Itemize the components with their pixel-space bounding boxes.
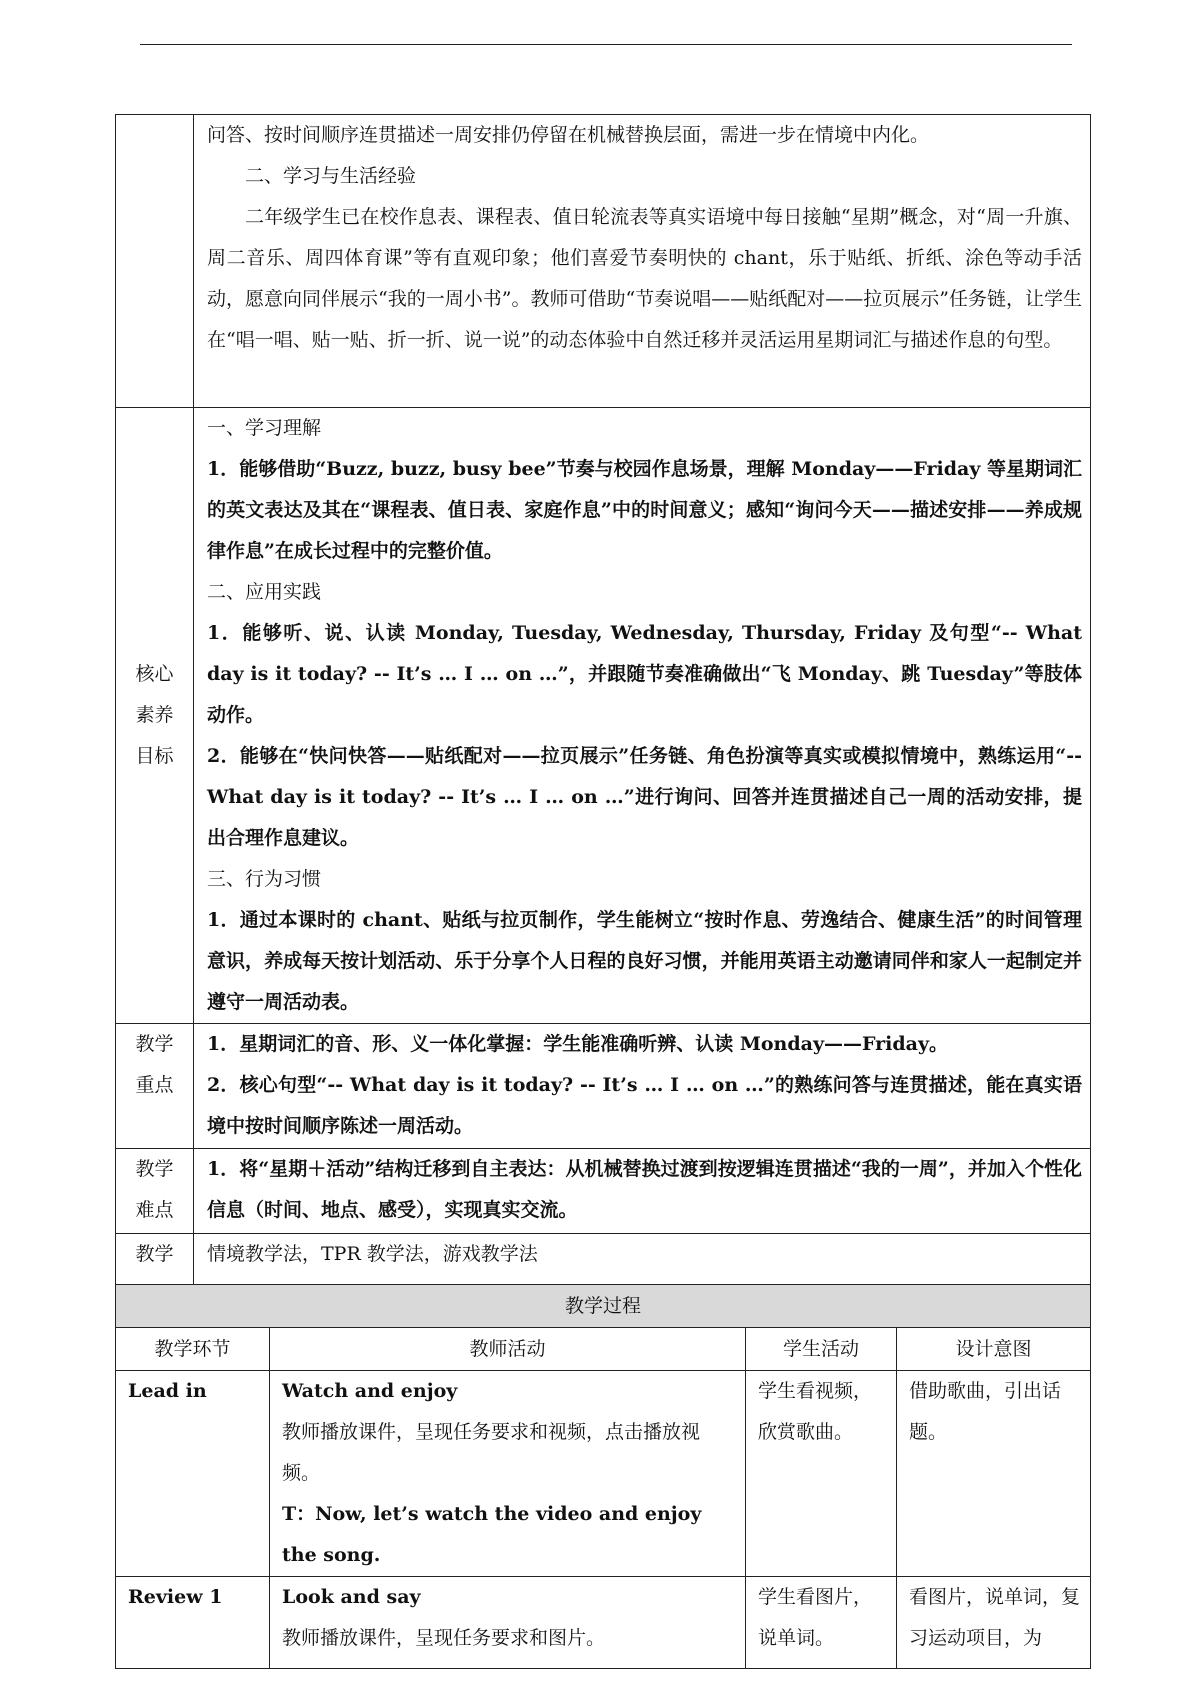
paragraph: 问答、按时间顺序连贯描述一周安排仍停留在机械替换层面，需进一步在情境中内化。 <box>207 124 930 146</box>
objectives-cell <box>194 115 1091 408</box>
column-header: 学生活动 <box>746 1328 897 1371</box>
row-head-empty <box>116 115 194 408</box>
stage-cell: Review 1 <box>116 1577 270 1669</box>
row-key-points <box>116 1024 1091 1149</box>
column-header-row <box>116 1328 1091 1371</box>
row-head <box>116 1024 194 1149</box>
process-title-row <box>116 1285 1091 1328</box>
table-row <box>116 1577 1091 1669</box>
paragraph: 1．将“星期＋活动”结构迁移到自主表达：从机械替换过渡到按逻辑连贯描述“我的一周”，并加入个性化信息（时间、地点、感受），实现真实交流。 <box>207 1158 1082 1221</box>
student-activity-cell: 学生看视频，欣赏歌曲。 <box>746 1371 897 1577</box>
activity-title: Look and say <box>282 1586 421 1608</box>
row-head <box>116 408 194 1024</box>
row-head <box>116 1149 194 1234</box>
process-table <box>115 1284 1091 1669</box>
paragraph: 2．核心句型“-- What day is it today? -- It’s … I … on …”的熟练问答与连贯描述，能在真实语境中按时间顺序陈述一周活动。 <box>207 1074 1082 1137</box>
column-header: 教学环节 <box>116 1328 270 1371</box>
row-core-goals <box>116 408 1091 1024</box>
row-objectives-continued <box>116 115 1091 408</box>
stage-cell: Lead in <box>116 1371 270 1577</box>
difficulties-cell <box>194 1149 1091 1234</box>
row-label: 核心素养目标 <box>135 663 174 767</box>
paragraph: 二年级学生已在校作息表、课程表、值日轮流表等真实语境中每日接触“星期”概念，对“周一升旗、周二音乐、周四体育课”等有直观印象；他们喜爱节奏明快的 chant，乐于贴纸、折纸、涂色等动手活动，愿意向同伴展示“我的一周小书”。教师可借助“节奏说唱——贴纸配对——拉页展示”任务链，让学生在“唱一唱、贴一贴、折一折、说一说”的动态体验中自然迁移并灵活运用星期词汇与描述作息的句型。 <box>207 206 1082 351</box>
section-heading: 二、应用实践 <box>207 581 322 603</box>
paragraph: 1．能够听、说、认读 Monday, Tuesday, Wednesday, Thursday, Friday 及句型“-- What day is it today? -- It’s … I … on …”，并跟随节奏准确做出“飞 Monday、跳 Tuesday”等肢体动作。 <box>207 622 1082 726</box>
row-label: 教学 <box>135 1243 174 1265</box>
activity-text: T：Now, let’s watch the video and enjoy the song. <box>282 1503 702 1566</box>
student-activity-cell: 学生看图片，说单词。 <box>746 1577 897 1669</box>
design-intent-cell: 看图片，说单词，复习运动项目，为 <box>897 1577 1091 1669</box>
section-heading: 二、学习与生活经验 <box>245 165 417 187</box>
paragraph: 1．星期词汇的音、形、义一体化掌握：学生能准确听辨、认读 Monday——Friday。 <box>207 1033 949 1055</box>
row-label: 教学重点 <box>135 1033 174 1096</box>
lesson-plan-table <box>115 114 1091 1318</box>
header-rule <box>140 44 1072 45</box>
section-heading: 三、行为习惯 <box>207 868 322 890</box>
activity-title: Watch and enjoy <box>282 1380 458 1402</box>
section-heading: 一、学习理解 <box>207 417 322 439</box>
teacher-activity-cell <box>270 1371 746 1577</box>
column-header: 教师活动 <box>270 1328 746 1371</box>
key-points-cell <box>194 1024 1091 1149</box>
row-label: 教学难点 <box>135 1158 174 1221</box>
process-title: 教学过程 <box>116 1285 1091 1328</box>
activity-text: 教师播放课件，呈现任务要求和视频，点击播放视频。 <box>282 1421 701 1484</box>
activity-text: 教师播放课件，呈现任务要求和图片。 <box>282 1627 606 1649</box>
paragraph: 1．能够借助“Buzz, buzz, busy bee”节奏与校园作息场景，理解 Monday——Friday 等星期词汇的英文表达及其在“课程表、值日表、家庭作息”中的时间意义；感知“询问今天——描述安排——养成规律作息”在成长过程中的完整价值。 <box>207 458 1082 562</box>
table-row <box>116 1371 1091 1577</box>
row-difficulties <box>116 1149 1091 1234</box>
design-intent-cell: 借助歌曲，引出话题。 <box>897 1371 1091 1577</box>
paragraph: 情境教学法，TPR 教学法，游戏教学法 <box>207 1243 538 1265</box>
teacher-activity-cell <box>270 1577 746 1669</box>
paragraph: 2．能够在“快问快答——贴纸配对——拉页展示”任务链、角色扮演等真实或模拟情境中，熟练运用“-- What day is it today? -- It’s … I … on …”进行询问、回答并连贯描述自己一周的活动安排，提出合理作息建议。 <box>207 745 1082 849</box>
core-goals-cell <box>194 408 1091 1024</box>
column-header: 设计意图 <box>897 1328 1091 1371</box>
paragraph: 1．通过本课时的 chant、贴纸与拉页制作，学生能树立“按时作息、劳逸结合、健康生活”的时间管理意识，养成每天按计划活动、乐于分享个人日程的良好习惯，并能用英语主动邀请同伴和家人一起制定并遵守一周活动表。 <box>207 909 1082 1013</box>
